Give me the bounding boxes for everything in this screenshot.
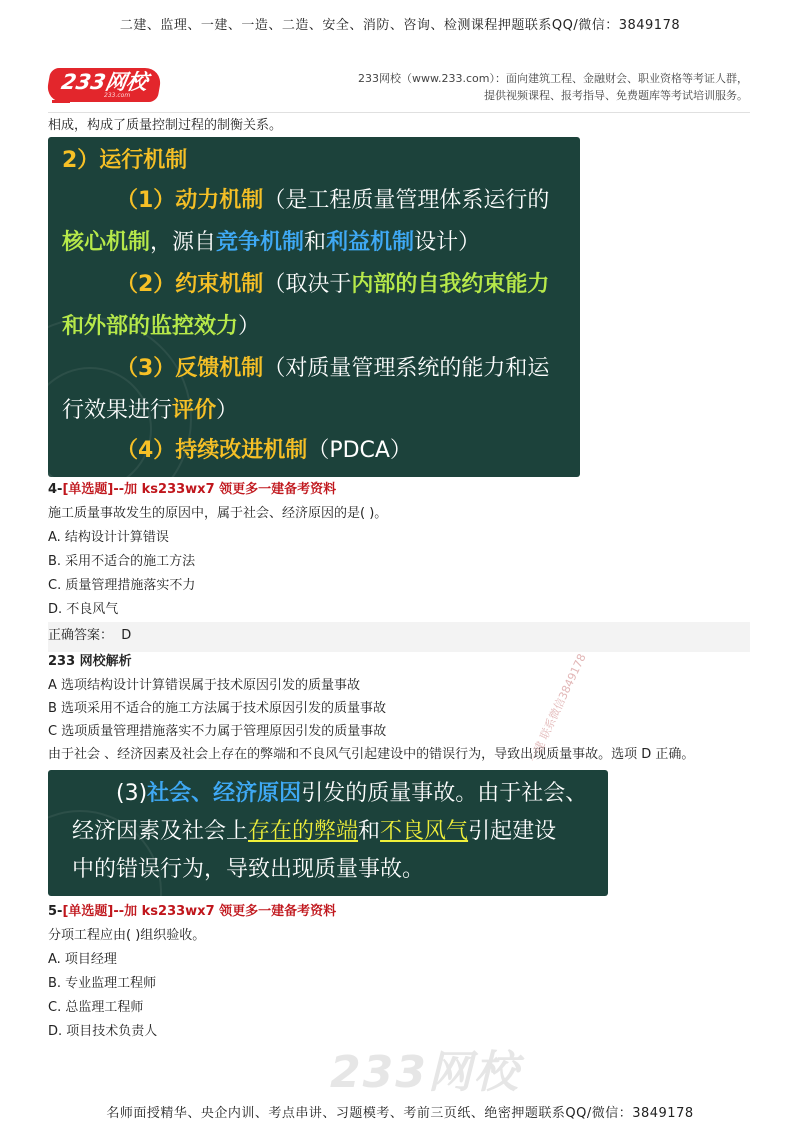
intro-text: 相成，构成了质量控制过程的制衡关系。 (48, 118, 283, 133)
lecture-slide-social-economic (48, 770, 608, 896)
q5-option-b: B. 专业监理工程师 (48, 976, 157, 991)
header-description (358, 70, 748, 104)
q4-answer: 正确答案： D (48, 628, 132, 643)
site-logo[interactable] (48, 68, 166, 104)
slide1-item1-line2: 核心机制，源自竞争机制和利益机制设计） (62, 230, 481, 255)
q5-option-d: D. 项目技术负责人 (48, 1024, 158, 1039)
slide1-item2-line1: （2）约束机制（取决于内部的自我约束能力 (116, 272, 550, 297)
slide1-item4: （4）持续改进机制（PDCA） (116, 438, 412, 463)
slide1-item3-line2: 行效果进行评价） (62, 398, 239, 423)
q4-header: 4-[单选题]--加 ks233wx7 领更多一建备考资料 (48, 482, 337, 497)
footer-banner: 名师面授精华、央企内训、考点串讲、习题模考、考前三页纸、绝密押题联系QQ/微信：3849178 (106, 1106, 694, 1121)
q4-answer-value: D (121, 628, 132, 643)
q4-option-a: A. 结构设计计算错误 (48, 530, 169, 545)
q4-analysis-a: A 选项结构设计计算错误属于技术原因引发的质量事故 (48, 678, 361, 693)
header-divider (48, 112, 750, 113)
slide1-item1-line1: （1）动力机制（是工程质量管理体系运行的 (116, 188, 550, 213)
slide1-item2-line2: 和外部的监控效力） (62, 314, 261, 339)
page-watermark: 233网校 (330, 1047, 520, 1098)
header-desc-line2: 提供视频课程、报考指导、免费题库等考试培训服务。 (484, 89, 748, 102)
q4-option-c: C. 质量管理措施落实不力 (48, 578, 196, 593)
header-desc-line1: 233网校（www.233.com）：面向建筑工程、金融财会、职业资格等考证人群， (358, 72, 748, 85)
top-banner: 二建、监理、一建、一造、二造、安全、消防、咨询、检测课程押题联系QQ/微信：3849178 (119, 18, 681, 33)
q4-analysis-c: C 选项质量管理措施落实不力属于管理原因引发的质量事故 (48, 724, 387, 739)
logo-accent (52, 100, 70, 103)
logo-text: 233网校 (45, 68, 163, 102)
slide2-line3: 中的错误行为，导致出现质量事故。 (72, 857, 425, 882)
q4-analysis-conclusion: 由于社会 、经济因素及社会上存在的弊端和不良风气引起建设中的错误行为，导致出现质量事故。选项 D 正确。 (48, 747, 695, 762)
slide1-item3-line1: （3）反馈机制（对质量管理系统的能力和运 (116, 356, 550, 381)
slide2-line2: 经济因素及社会上存在的弊端和不良风气引起建设 (72, 819, 557, 844)
lecture-slide-operating-mechanism (48, 137, 580, 477)
q4-tag: [单选题]--加 ks233wx7 领更多一建备考资料 (62, 482, 337, 497)
q4-stem: 施工质量事故发生的原因中，属于社会、经济原因的是( )。 (48, 506, 388, 521)
q4-analysis-b: B 选项采用不适合的施工方法属于技术原因引发的质量事故 (48, 701, 387, 716)
answer-band (48, 622, 750, 652)
q5-header: 5-[单选题]--加 ks233wx7 领更多一建备考资料 (48, 904, 337, 919)
q4-option-b: B. 采用不适合的施工方法 (48, 554, 196, 569)
q5-tag: [单选题]--加 ks233wx7 领更多一建备考资料 (62, 904, 337, 919)
side-watermark: 一建 联系微信3849178 (526, 651, 589, 765)
q4-option-d: D. 不良风气 (48, 602, 119, 617)
q5-stem: 分项工程应由( )组织验收。 (48, 928, 206, 943)
slide2-line1: (3)社会、经济原因引发的质量事故。由于社会、 (116, 781, 588, 806)
logo-subtext: 233.com (104, 92, 131, 99)
slide1-title: 2）运行机制 (62, 148, 188, 173)
q4-analysis-title: 233 网校解析 (48, 654, 132, 669)
q5-option-a: A. 项目经理 (48, 952, 117, 967)
q5-option-c: C. 总监理工程师 (48, 1000, 144, 1015)
